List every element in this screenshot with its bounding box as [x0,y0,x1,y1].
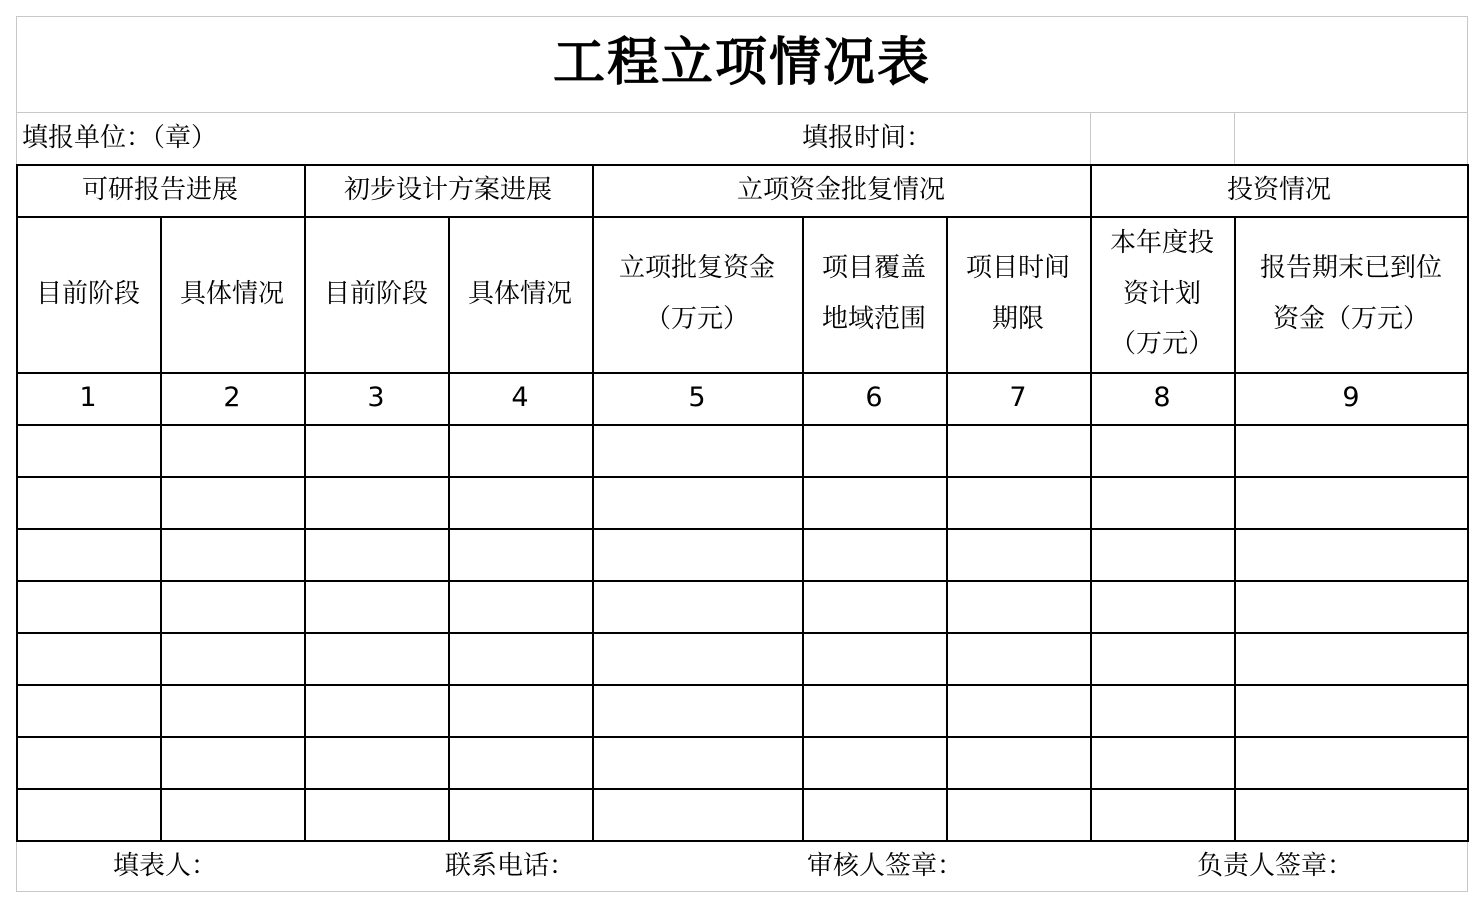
grid-line [946,216,948,840]
column-header: 报告期末已到位 资金（万元） [1259,253,1442,334]
column-header: 本年度投 资计划 （万元） [1109,227,1214,360]
table-cell[interactable] [16,424,160,476]
table-cell[interactable] [1090,632,1234,684]
grid-line [16,372,1468,374]
grid-line [16,580,1468,582]
table-cell[interactable] [1090,788,1234,840]
table-cell[interactable] [802,580,946,632]
table-cell[interactable] [448,528,592,580]
table-cell[interactable] [1090,476,1234,528]
table-cell[interactable] [946,684,1090,736]
table-cell[interactable] [946,788,1090,840]
grid-line [16,788,1468,790]
table-cell[interactable] [304,736,448,788]
footer-phone-label: 联系电话： [444,850,575,881]
table-cell[interactable] [160,684,304,736]
footer-reviewer-label: 审核人签章： [806,850,963,881]
fill-unit-label: 填报单位：（章） [22,122,218,153]
table-cell[interactable] [160,476,304,528]
table-cell[interactable] [448,736,592,788]
table-cell[interactable] [1234,476,1468,528]
table-cell[interactable] [946,528,1090,580]
table-cell[interactable] [160,632,304,684]
column-number: 4 [511,381,529,413]
column-header: 具体情况 [467,278,572,309]
footer-filler-label: 填表人： [112,850,217,881]
table-cell[interactable] [160,424,304,476]
table-cell[interactable] [802,528,946,580]
grid-line [16,684,1468,686]
table-cell[interactable] [304,632,448,684]
grid-line [1090,164,1092,840]
footer-manager-label: 负责人签章： [1196,850,1353,881]
table-cell[interactable] [16,788,160,840]
table-cell[interactable] [592,580,802,632]
table-cell[interactable] [592,528,802,580]
table-cell[interactable] [592,788,802,840]
column-number: 5 [688,381,706,413]
grid-line [16,216,1468,218]
table-cell[interactable] [448,476,592,528]
column-number: 3 [367,381,385,413]
table-cell[interactable] [592,632,802,684]
table-cell[interactable] [1090,528,1234,580]
table-cell[interactable] [802,788,946,840]
grid-line [16,528,1468,530]
grid-line [1234,216,1236,840]
grid-line [16,840,1468,842]
column-number: 8 [1153,381,1171,413]
table-cell[interactable] [304,788,448,840]
table-cell[interactable] [16,736,160,788]
table-cell[interactable] [592,736,802,788]
table-cell[interactable] [1234,684,1468,736]
table-cell[interactable] [160,736,304,788]
grid-line [160,216,162,840]
grid-line [16,736,1468,738]
table-cell[interactable] [304,424,448,476]
column-number: 7 [1009,381,1027,413]
table-cell[interactable] [592,476,802,528]
table-cell[interactable] [304,528,448,580]
column-header: 目前阶段 [323,278,428,309]
table-cell[interactable] [592,424,802,476]
column-number: 1 [79,381,97,413]
group-header-preliminary-design: 初步设计方案进展 [343,174,552,205]
column-number: 2 [223,381,241,413]
fill-time-label: 填报时间： [802,122,933,153]
group-header-feasibility: 可研报告进展 [81,174,238,205]
table-cell[interactable] [1234,736,1468,788]
grid-line [1234,112,1235,164]
table-cell[interactable] [946,476,1090,528]
table-cell[interactable] [1234,632,1468,684]
table-cell[interactable] [1090,580,1234,632]
table-cell[interactable] [448,580,592,632]
table-cell[interactable] [592,684,802,736]
table-cell[interactable] [1234,580,1468,632]
table-cell[interactable] [304,684,448,736]
column-header: 项目覆盖 地域范围 [821,253,926,334]
column-header: 立项批复资金 （万元） [618,253,775,334]
table-cell[interactable] [1234,788,1468,840]
table-cell[interactable] [16,684,160,736]
group-header-investment: 投资情况 [1226,174,1331,205]
grid-line [16,476,1468,478]
table-cell[interactable] [802,632,946,684]
table-cell[interactable] [946,424,1090,476]
grid-line [802,216,804,840]
table-cell[interactable] [16,580,160,632]
table-cell[interactable] [304,580,448,632]
grid-line [16,164,1468,166]
table-cell[interactable] [448,684,592,736]
page-title: 工程立项情况表 [552,33,931,94]
column-number: 6 [865,381,883,413]
table-cell[interactable] [1090,736,1234,788]
grid-line [304,164,306,840]
grid-line [16,632,1468,634]
table-cell[interactable] [160,788,304,840]
table-cell[interactable] [448,632,592,684]
table-cell[interactable] [16,528,160,580]
grid-line [1467,164,1469,842]
table-cell[interactable] [802,424,946,476]
table-cell[interactable] [1234,528,1468,580]
column-header: 项目时间 期限 [965,253,1070,334]
table-cell[interactable] [160,528,304,580]
table-cell[interactable] [448,424,592,476]
table-cell[interactable] [802,684,946,736]
table-cell[interactable] [1234,424,1468,476]
grid-line [16,424,1468,426]
table-cell[interactable] [802,476,946,528]
table-cell[interactable] [160,580,304,632]
grid-line [448,216,450,840]
table-cell[interactable] [1090,424,1234,476]
grid-line [1090,112,1091,164]
table-cell[interactable] [946,736,1090,788]
grid-line [16,164,18,842]
column-header: 目前阶段 [35,278,140,309]
group-header-funding-approval: 立项资金批复情况 [736,174,945,205]
table-cell[interactable] [946,632,1090,684]
table-cell[interactable] [1090,684,1234,736]
grid-line [592,164,594,840]
table-cell[interactable] [304,476,448,528]
table-cell[interactable] [16,632,160,684]
column-header: 具体情况 [179,278,284,309]
grid-line [16,112,1468,113]
column-number: 9 [1342,381,1360,413]
table-cell[interactable] [448,788,592,840]
table-cell[interactable] [946,580,1090,632]
table-cell[interactable] [16,476,160,528]
table-cell[interactable] [802,736,946,788]
